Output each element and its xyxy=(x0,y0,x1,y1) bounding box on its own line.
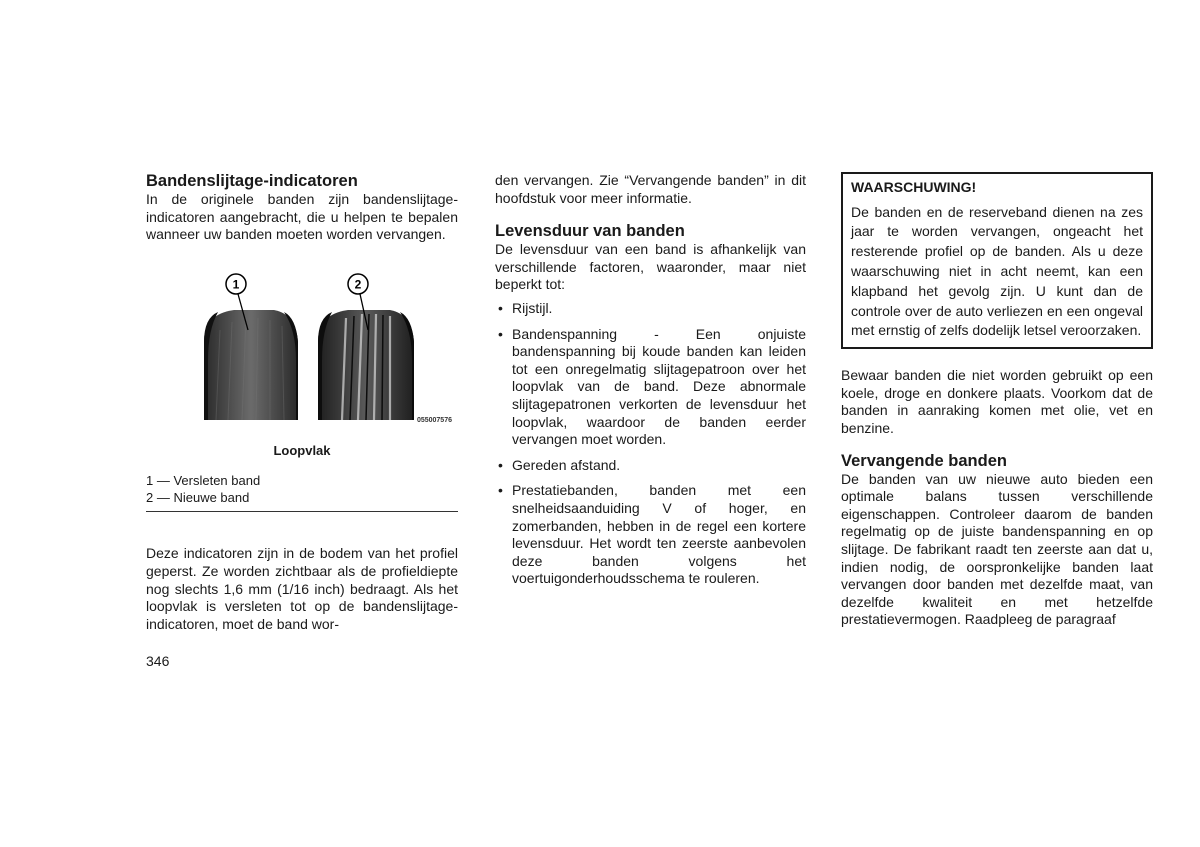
figure-legend xyxy=(146,473,458,506)
svg-text:2: 2 xyxy=(354,277,362,292)
figure-title: Loopvlak xyxy=(273,442,331,458)
tread-figure xyxy=(146,270,458,430)
column-2 xyxy=(495,172,806,596)
tire-life-intro: De levensduur van een band is afhankelijk van verschillende factoren, waaronder, maar niet beperkt tot: xyxy=(495,241,806,293)
list-item: • Prestatiebanden, banden met een snelheidsaanduiding V of hoger, en zomerbanden, hebben in de regel een kortere levensduur. Het wordt ten zeerste aanbevolen deze banden volgens het voertuigonderhoudsschema te rouleren. xyxy=(495,482,806,588)
section-heading-replacement-tires: Vervangende banden xyxy=(841,451,1007,470)
legend-item: 2 — Nieuwe band xyxy=(146,489,250,505)
replacement-tires-body: De banden van uw nieuwe auto bieden een optimale balans tussen verschillende eigenschappen. Controleer daarom de banden regelmatig op de juiste bandenspanning en op slijtage. De fabrikant raadt ten zeerste aan dat u, indien nodig, de oorspronkelijke banden laat vervangen door banden met dezelfde maat, van dezelfde kwaliteit en met hetzelfde prestatievermogen. Raadpleeg de paragraaf xyxy=(841,470,1153,628)
svg-text:1: 1 xyxy=(232,277,240,292)
worn-tire-image xyxy=(204,310,298,420)
section-heading-wear-indicators: Bandenslijtage-indicatoren xyxy=(146,172,358,190)
warning-box xyxy=(841,172,1153,349)
legend-item: 1 — Versleten band xyxy=(146,473,261,489)
list-item: • Gereden afstand. xyxy=(495,457,806,475)
tire-life-factors-list xyxy=(495,300,806,588)
column-3 xyxy=(841,172,1153,629)
wear-indicators-intro: In de originele banden zijn bandenslijtage-indicatoren aangebracht, die u helpen te bepalen wanneer uw banden moeten worden vervangen. xyxy=(146,191,458,243)
section-heading-tire-life: Levensduur van banden xyxy=(495,222,685,241)
list-item: • Bandenspanning - Een onjuiste bandenspanning bij koude banden kan leiden tot een onregelmatig slijtagepatroon over het loopvlak van de band. Deze abnormale slijtagepatronen verkorten de levensduur het loopvlak, waardoor de banden eerder vervangen moet worden. xyxy=(495,326,806,449)
warning-title: WAARSCHUWING! xyxy=(851,179,977,195)
list-item: • Rijstijl. xyxy=(495,300,806,318)
warning-text: De banden en de reserveband dienen na zes jaar te worden vervangen, ongeacht het resterende profiel op de banden. Als u deze waarschuwing niet in acht neemt, kan een klapband het gevolg zijn. U kunt dan de controle over de auto verliezen en een ongeval met ernstig of zelfs dodelijk letsel veroorzaken. xyxy=(851,203,1143,339)
new-tire-image xyxy=(318,310,414,420)
column-1 xyxy=(146,172,458,633)
continuation-text: den vervangen. Zie “Vervangende banden” in dit hoofdstuk voor meer informatie. xyxy=(495,172,806,206)
page-number: 346 xyxy=(146,653,170,669)
tires-illustration xyxy=(146,270,458,430)
figure-code: 055007576 xyxy=(416,416,452,424)
wear-indicators-body: Deze indicatoren zijn in de bodem van het profiel geperst. Ze worden zichtbaar als de profieldiepte nog slechts 1,6 mm (1/16 inch) bedraagt. Als het loopvlak is versleten tot op de bandenslijtage-indicatoren, moet de band wor- xyxy=(146,545,458,632)
storage-text: Bewaar banden die niet worden gebruikt op een koele, droge en donkere plaats. Voorkom dat de banden in aanraking komen met olie, vet en benzine. xyxy=(841,367,1153,436)
figure-divider xyxy=(146,511,458,512)
